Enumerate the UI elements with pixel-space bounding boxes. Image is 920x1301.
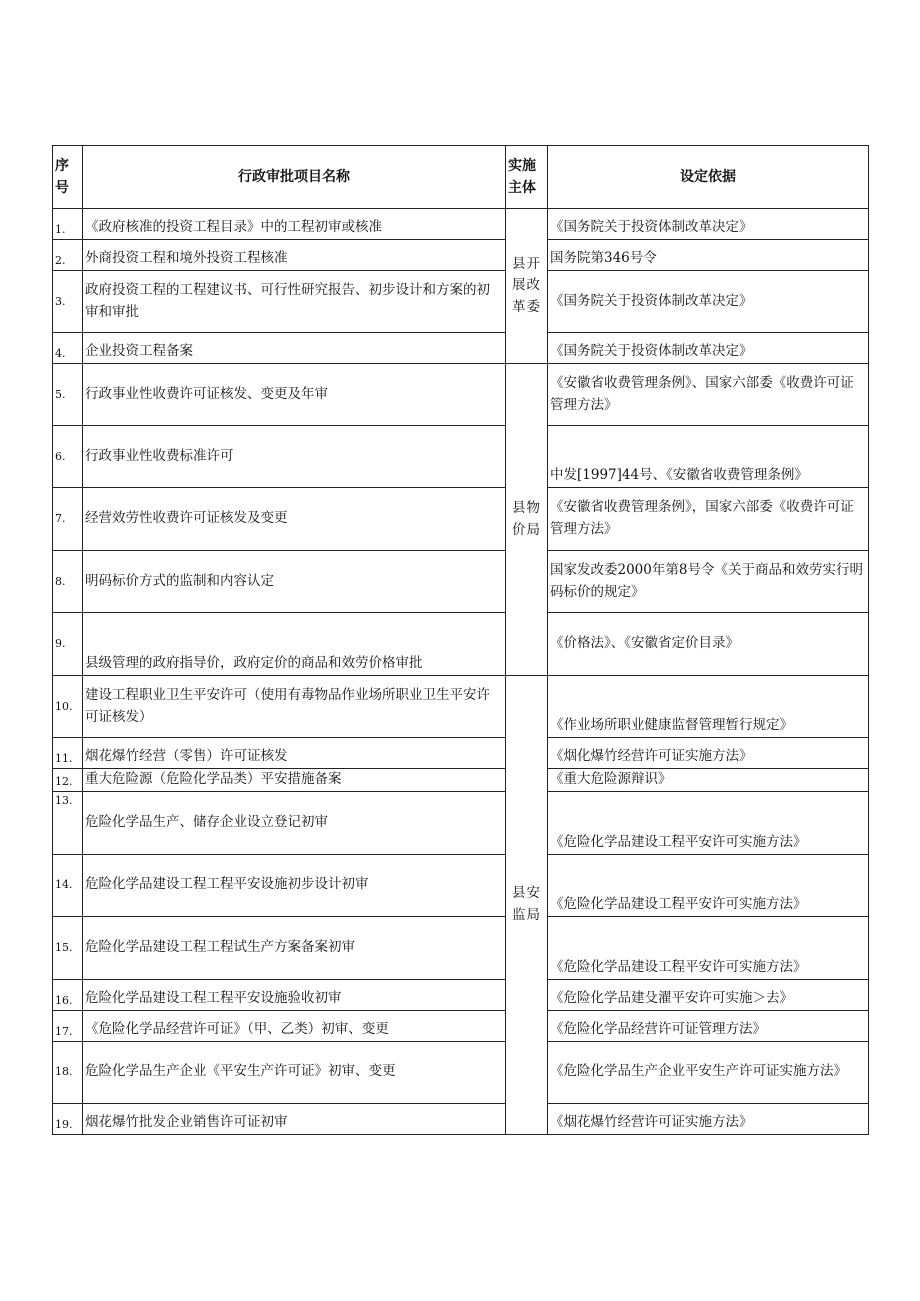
item-name: 县级管理的政府指导价，政府定价的商品和效劳价格审批	[83, 613, 506, 676]
basis-text: 《危险化学品建设工程平安许可实施方法》	[548, 791, 869, 854]
table-row	[53, 979, 869, 1010]
basis-text: 《价格法》、《安徽省定价目录》	[548, 613, 869, 676]
table-row	[53, 738, 869, 769]
basis-text: 《重大危险源辩识》	[548, 769, 869, 792]
item-name: 危险化学品生产企业《平安生产许可证》初审、变更	[83, 1041, 506, 1103]
row-number: 1.	[53, 209, 83, 240]
basis-text: 《危险化学品建设工程平安许可实施方法》	[548, 916, 869, 979]
row-number: 10.	[53, 676, 83, 738]
table-row	[53, 854, 869, 916]
basis-text: 中发[1997]44号、《安徽省收费管理条例》	[548, 426, 869, 488]
table-row	[53, 426, 869, 488]
item-name: 《政府核准的投资工程目录》中的工程初审或核准	[83, 209, 506, 240]
basis-text: 《烟化爆竹经营许可证实施方法》	[548, 738, 869, 769]
dept-cell: 县开展改革委	[506, 209, 548, 364]
basis-text: 《危险化学品经营许可证管理方法》	[548, 1010, 869, 1041]
header-row	[53, 146, 869, 209]
table-row	[53, 791, 869, 854]
table-row	[53, 1010, 869, 1041]
header-dept: 实施主体	[506, 146, 548, 209]
item-name: 行政事业性收费标准许可	[83, 426, 506, 488]
basis-text: 国务院第346号令	[548, 240, 869, 271]
item-name: 建设工程职业卫生平安许可（使用有毒物品作业场所职业卫生平安许可证核发）	[83, 676, 506, 738]
basis-text: 《安徽省收费管理条例》、国家六部委《收费许可证管理方法》	[548, 364, 869, 426]
item-name: 经营效劳性收费许可证核发及变更	[83, 488, 506, 551]
basis-text: 《国务院关于投资体制改革决定》	[548, 333, 869, 364]
item-name: 危险化学品建设工程工程平安设施验收初审	[83, 979, 506, 1010]
row-number: 4.	[53, 333, 83, 364]
row-number: 7.	[53, 488, 83, 551]
basis-text: 国家发改委2000年第8号令《关于商品和效劳实行明码标价的规定》	[548, 551, 869, 613]
basis-text: 《烟花爆竹经营许可证实施方法》	[548, 1103, 869, 1134]
basis-text: 《作业场所职业健康监督管理暂行规定》	[548, 676, 869, 738]
row-number: 5.	[53, 364, 83, 426]
table-row	[53, 1103, 869, 1134]
row-number: 9.	[53, 613, 83, 676]
table-row	[53, 209, 869, 240]
table-row	[53, 364, 869, 426]
row-number: 6.	[53, 426, 83, 488]
approval-items-table	[52, 145, 869, 1135]
row-number: 16.	[53, 979, 83, 1010]
item-name: 危险化学品建设工程工程试生产方案备案初审	[83, 916, 506, 979]
item-name: 企业投资工程备案	[83, 333, 506, 364]
row-number: 14.	[53, 854, 83, 916]
dept-cell: 县物价局	[506, 364, 548, 676]
row-number: 3.	[53, 271, 83, 333]
basis-text: 《危险化学品生产企业平安生产许可证实施方法》	[548, 1041, 869, 1103]
row-number: 8.	[53, 551, 83, 613]
header-basis: 设定依据	[548, 146, 869, 209]
table-row	[53, 613, 869, 676]
table-row	[53, 1041, 869, 1103]
row-number: 19.	[53, 1103, 83, 1134]
row-number: 12.	[53, 769, 83, 792]
table-row	[53, 916, 869, 979]
item-name: 行政事业性收费许可证核发、变更及年审	[83, 364, 506, 426]
basis-text: 《国务院关于投资体制改革决定》	[548, 209, 869, 240]
row-number: 2.	[53, 240, 83, 271]
basis-text: 《危险化学品建殳濯平安许可实施＞去》	[548, 979, 869, 1010]
header-seq: 序号	[53, 146, 83, 209]
table-row	[53, 551, 869, 613]
table-row	[53, 676, 869, 738]
basis-text: 《安徽省收费管理条例》，国家六部委《收费许可证管理方法》	[548, 488, 869, 551]
table-row	[53, 333, 869, 364]
item-name: 《危险化学品经营许可证》（甲、乙类）初审、变更	[83, 1010, 506, 1041]
item-name: 外商投资工程和境外投资工程核准	[83, 240, 506, 271]
table-row	[53, 240, 869, 271]
row-number: 18.	[53, 1041, 83, 1103]
item-name: 明码标价方式的监制和内容认定	[83, 551, 506, 613]
dept-cell: 县安监局	[506, 676, 548, 1135]
row-number: 15.	[53, 916, 83, 979]
table-row	[53, 769, 869, 792]
basis-text: 《危险化学品建设工程平安许可实施方法》	[548, 854, 869, 916]
header-name: 行政审批项目名称	[83, 146, 506, 209]
item-name: 烟花爆竹批发企业销售许可证初审	[83, 1103, 506, 1134]
item-name: 烟花爆竹经营（零售）许可证核发	[83, 738, 506, 769]
item-name: 危险化学品建设工程工程平安设施初步设计初审	[83, 854, 506, 916]
row-number: 13.	[53, 791, 83, 854]
table-row	[53, 488, 869, 551]
item-name: 危险化学品生产、储存企业设立登记初审	[83, 791, 506, 854]
item-name: 政府投资工程的工程建议书、可行性研究报告、初步设计和方案的初审和审批	[83, 271, 506, 333]
basis-text: 《国务院关于投资体制改革决定》	[548, 271, 869, 333]
row-number: 17.	[53, 1010, 83, 1041]
row-number: 11.	[53, 738, 83, 769]
table-row	[53, 271, 869, 333]
item-name: 重大危险源（危险化学品类）平安措施备案	[83, 769, 506, 792]
